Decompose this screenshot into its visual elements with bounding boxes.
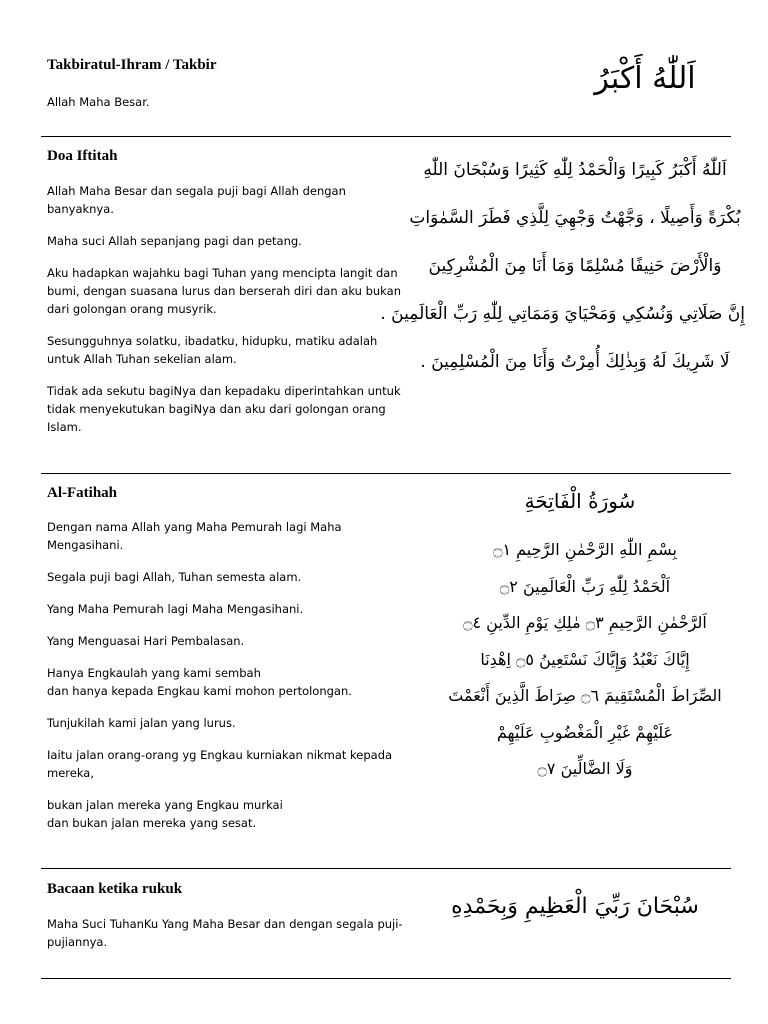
paragraph: Allah Maha Besar.: [47, 95, 150, 109]
arabic-line: عَلَيْهِمْ غَيْرِ الْمَغْضُوبِ عَلَيْهِمْ: [496, 722, 674, 742]
paragraph: Hanya Engkaulah yang kami sembah dan hanya kepada Engkau kami mohon pertolongan.: [47, 666, 352, 698]
paragraph: Segala puji bagi Allah, Tuhan semesta alam.: [47, 570, 302, 584]
arabic-line: اَلْحَمْدُ لِلّٰهِ رَبِّ الْعَالَمِينَ ۝٢: [499, 576, 671, 596]
paragraph: Sesungguhnya solatku, ibadatku, hidupku, matiku adalah untuk Allah Tuhan sekelian alam.: [47, 334, 378, 366]
paragraph: Maha suci Allah sepanjang pagi dan petang.: [47, 234, 302, 248]
paragraph: Aku hadapkan wajahku bagi Tuhan yang mencipta langit dan bumi, dengan suasana lurus dan berserah diri dan aku bukan dari golongan orang musyrik.: [47, 266, 401, 316]
paragraph: Yang Maha Pemurah lagi Maha Mengasihani.: [47, 602, 304, 616]
arabic-surah-title: سُورَةُ الْفَاتِحَةِ: [524, 489, 636, 513]
heading-takbir: Takbiratul-Ihram / Takbir: [47, 57, 217, 73]
arabic-line: اَلرَّحْمٰنِ الرَّحِيمِ ۝٣ مٰلِكِ يَوْمِ الدِّينِ ۝٤: [463, 613, 707, 632]
arabic-line: بُكْرَةً وَأَصِيلًا ، وَجَّهْتُ وَجْهِيَ لِلَّذِي فَطَرَ السَّمٰوَاتِ: [409, 208, 741, 228]
section-divider: [41, 473, 731, 474]
paragraph: Allah Maha Besar dan segala puji bagi Allah dengan banyaknya.: [47, 184, 346, 216]
section-divider: [41, 136, 731, 137]
arabic-line: اَللّٰهُ أَكْبَرُ كَبِيرًا وَالْحَمْدُ لِلّٰهِ كَثِيرًا وَسُبْحَانَ اللّٰهِ: [423, 160, 727, 180]
arabic-line: وَالْأَرْضَ حَنِيفًا مُسْلِمًا وَمَا أَنَا مِنَ الْمُشْرِكِينَ: [428, 256, 722, 276]
arabic-line: الصِّرَاطَ الْمُسْتَقِيمَ ۝٦ صِرَاطَ الَّذِينَ أَنْعَمْتَ: [448, 686, 722, 705]
paragraph: bukan jalan mereka yang Engkau murkai dan bukan jalan mereka yang sesat.: [47, 798, 283, 830]
arabic-line: إِنَّ صَلَاتِي وَنُسُكِي وَمَحْيَايَ وَمَمَاتِي لِلّٰهِ رَبِّ الْعَالَمِينَ .: [380, 304, 745, 324]
arabic-line: اَللّٰهُ أَكْبَرُ: [594, 61, 696, 96]
paragraph: Maha Suci TuhanKu Yang Maha Besar dan dengan segala puji-pujiannya.: [47, 917, 403, 949]
arabic-iftitah: [380, 146, 745, 386]
section-divider: [41, 978, 731, 979]
arabic-line: لَا شَرِيكَ لَهُ وَبِذٰلِكَ أُمِرْتُ وَأَنَا مِنَ الْمُسْلِمِينَ .: [420, 352, 730, 372]
heading-rukuk: Bacaan ketika rukuk: [47, 881, 183, 897]
arabic-line: سُبْحَانَ رَبِّيَ الْعَظِيمِ وَبِحَمْدِهِ: [451, 894, 699, 919]
paragraph: Dengan nama Allah yang Maha Pemurah lagi Maha Mengasihani.: [47, 520, 342, 552]
paragraph: Yang Menguasai Hari Pembalasan.: [47, 634, 245, 648]
arabic-rukuk: [405, 884, 745, 930]
heading-iftitah: Doa Iftitah: [47, 148, 118, 164]
paragraph: Iaitu jalan orang-orang yg Engkau kurniakan nikmat kepada mereka,: [47, 748, 393, 780]
paragraph: Tunjukilah kami jalan yang lurus.: [47, 716, 236, 730]
arabic-takbir: [540, 56, 750, 102]
paragraph: Tidak ada sekutu bagiNya dan kepadaku diperintahkan untuk tidak menyekutukan bagiNya dan aku dari golongan orang Islam.: [47, 384, 401, 434]
arabic-fatihah: [425, 532, 745, 788]
arabic-fatihah-title: [460, 484, 700, 518]
arabic-line: بِسْمِ اللّٰهِ الرَّحْمٰنِ الرَّحِيمِ ۝١: [493, 540, 677, 559]
arabic-line: وَلَا الضَّالِّينَ ۝٧: [537, 759, 633, 778]
heading-fatihah: Al-Fatihah: [47, 485, 118, 501]
arabic-line: إِيَّاكَ نَعْبُدُ وَإِيَّاكَ نَسْتَعِينُ ۝٥ اِهْدِنَا: [480, 649, 690, 669]
section-divider: [41, 868, 731, 869]
